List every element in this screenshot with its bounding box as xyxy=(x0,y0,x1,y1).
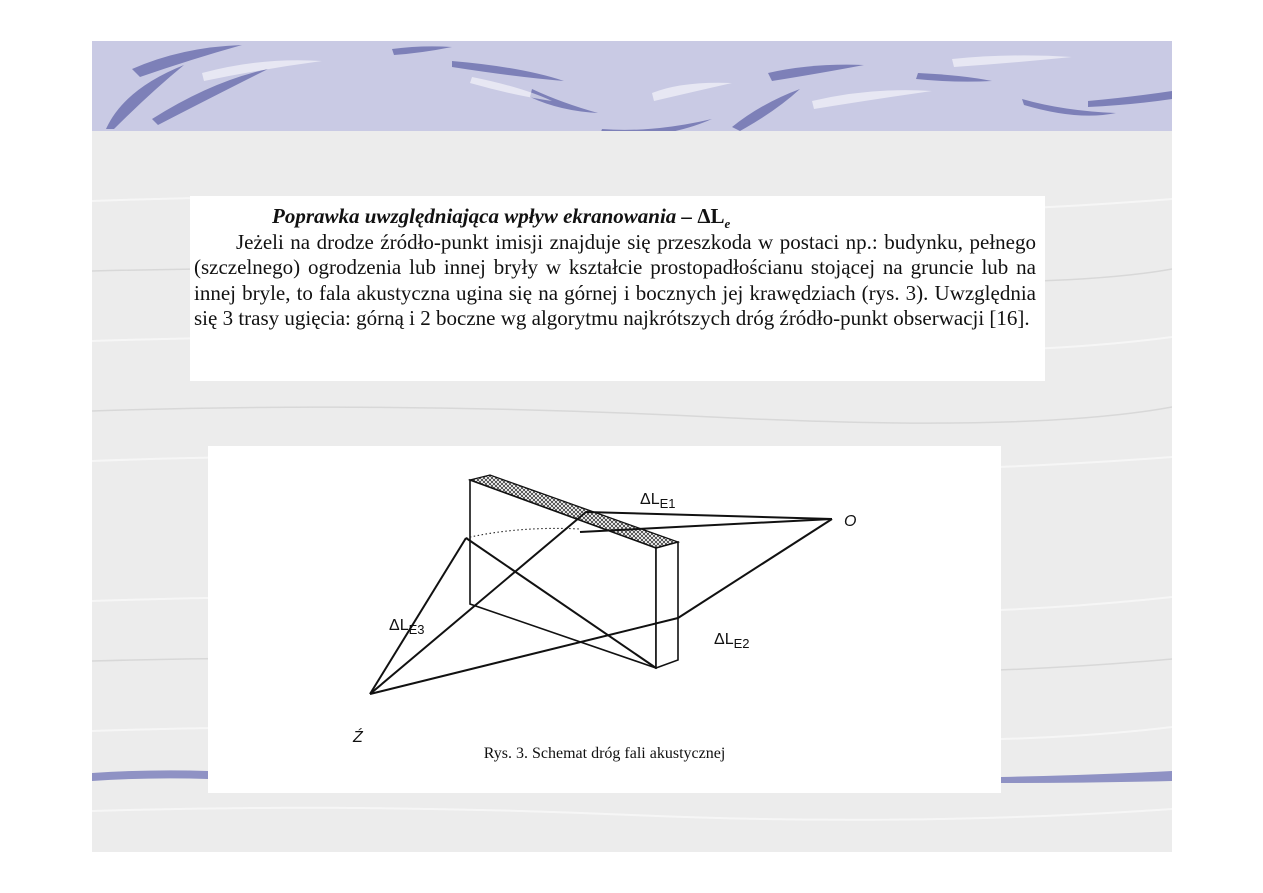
wall-side-face xyxy=(656,542,678,668)
ray-source-to-left-edge xyxy=(370,538,466,694)
ray-side-edge-to-observer xyxy=(678,519,832,618)
heading-subscript: e xyxy=(724,216,731,232)
figure-caption: Rys. 3. Schemat dróg fali akustycznej xyxy=(483,745,726,762)
diffraction-diagram xyxy=(208,446,1001,793)
label-dle3: $\Delta L_{E3}$ xyxy=(389,617,425,637)
label-dle2: $\Delta L_{E2}$ xyxy=(714,631,750,651)
label-dle1: $\Delta L_{E1}$ xyxy=(640,491,676,511)
heading-symbol: ΔL xyxy=(697,204,725,228)
heading-text: Poprawka uwzględniająca wpływ ekranowania – xyxy=(272,204,693,228)
section-heading xyxy=(272,204,1032,232)
label-source: Ź xyxy=(353,729,363,746)
body-paragraph: Jeżeli na drodze źródło-punkt imisji znajduje się przeszkoda w postaci np.: budynku, pełnego (szczelnego) ogrodzenia lub innej bryły w kształcie prostopadłościanu stojącej na gruncie lub na innej bryle, to fala akustyczna ugina się na górnej i bocznych jej krawędziach (rys. 3). Uwzględnia się 3 trasy ugięcia: górną i 2 boczne wg algorytmu najkrótszych dróg źródło-punkt obserwacji [16]. xyxy=(194,230,1036,331)
label-observer: O xyxy=(844,513,857,530)
header-banner xyxy=(92,41,1172,131)
swoosh-decoration xyxy=(92,41,1172,131)
figure xyxy=(208,446,1001,793)
ray-top-edge-to-observer-1 xyxy=(586,512,832,519)
text-box xyxy=(190,196,1045,381)
slide xyxy=(92,41,1172,852)
